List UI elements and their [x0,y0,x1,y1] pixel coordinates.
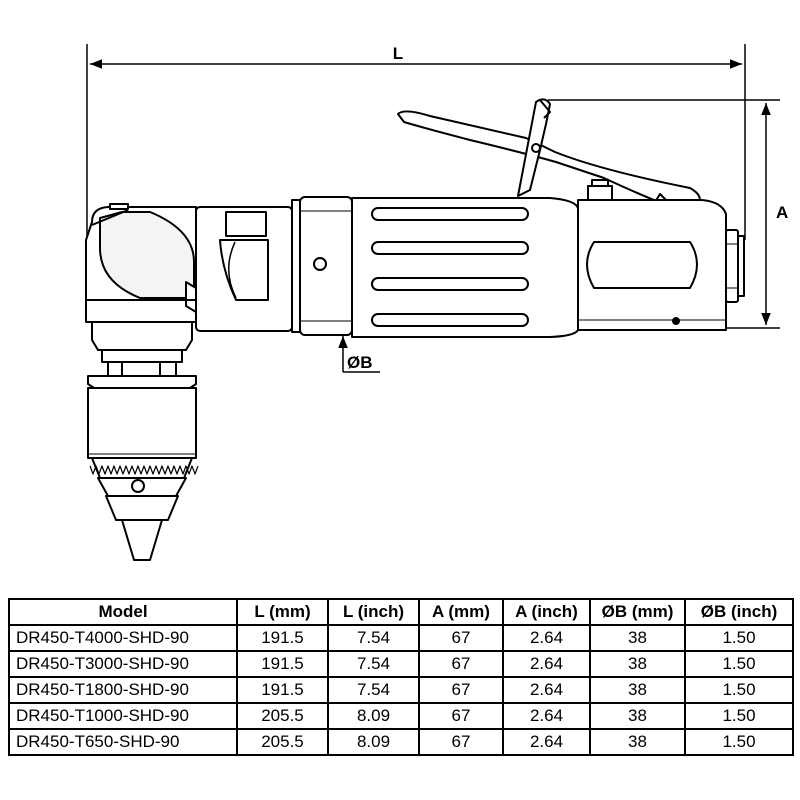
cell-model: DR450-T3000-SHD-90 [9,651,237,677]
cell-a-mm: 67 [419,703,503,729]
header-model: Model [9,599,237,625]
header-b-inch: ØB (inch) [685,599,793,625]
header-a-mm: A (mm) [419,599,503,625]
cell-b-mm: 38 [590,651,685,677]
cell-b-inch: 1.50 [685,677,793,703]
body-collar [292,197,352,335]
cell-l-mm: 205.5 [237,703,328,729]
table-row [9,677,793,703]
header-a-inch: A (inch) [503,599,590,625]
angle-head [86,204,196,322]
cell-b-inch: 1.50 [685,729,793,755]
cell-l-mm: 191.5 [237,651,328,677]
cell-b-mm: 38 [590,729,685,755]
exhaust-end [726,230,744,302]
motor-housing [196,207,292,331]
cell-l-mm: 191.5 [237,677,328,703]
dimension-b-label: ØB [347,353,373,372]
table-header-row [9,599,793,625]
cell-l-inch: 7.54 [328,677,419,703]
header-b-mm: ØB (mm) [590,599,685,625]
header-l-inch: L (inch) [328,599,419,625]
cell-a-mm: 67 [419,677,503,703]
cell-a-mm: 67 [419,729,503,755]
cell-b-mm: 38 [590,677,685,703]
valve-body [578,180,726,330]
cell-a-mm: 67 [419,625,503,651]
cell-b-mm: 38 [590,625,685,651]
cell-l-mm: 205.5 [237,729,328,755]
dimension-a-label: A [776,203,789,222]
cell-l-inch: 8.09 [328,729,419,755]
cell-l-inch: 7.54 [328,651,419,677]
grip-slot [372,208,528,220]
header-l-mm: L (mm) [237,599,328,625]
table-row [9,651,793,677]
table-row [9,729,793,755]
dimension-l-label: L [392,44,404,63]
cell-b-inch: 1.50 [685,651,793,677]
specifications-table [8,598,794,756]
cell-a-inch: 2.64 [503,729,590,755]
cell-a-inch: 2.64 [503,625,590,651]
table-row [9,703,793,729]
cell-model: DR450-T650-SHD-90 [9,729,237,755]
table-row [9,625,793,651]
grip-slot [372,314,528,326]
cell-l-mm: 191.5 [237,625,328,651]
cell-b-inch: 1.50 [685,703,793,729]
cell-model: DR450-T1800-SHD-90 [9,677,237,703]
cell-a-inch: 2.64 [503,651,590,677]
cell-l-inch: 7.54 [328,625,419,651]
cell-a-inch: 2.64 [503,677,590,703]
handle-grip [352,198,578,337]
cell-model: DR450-T4000-SHD-90 [9,625,237,651]
air-drill-illustration [86,99,744,560]
grip-slot [372,242,528,254]
cell-b-inch: 1.50 [685,625,793,651]
cell-b-mm: 38 [590,703,685,729]
cell-a-mm: 67 [419,651,503,677]
cell-l-inch: 8.09 [328,703,419,729]
cell-a-inch: 2.64 [503,703,590,729]
cell-model: DR450-T1000-SHD-90 [9,703,237,729]
drill-chuck [88,322,196,560]
grip-slot [372,278,528,290]
